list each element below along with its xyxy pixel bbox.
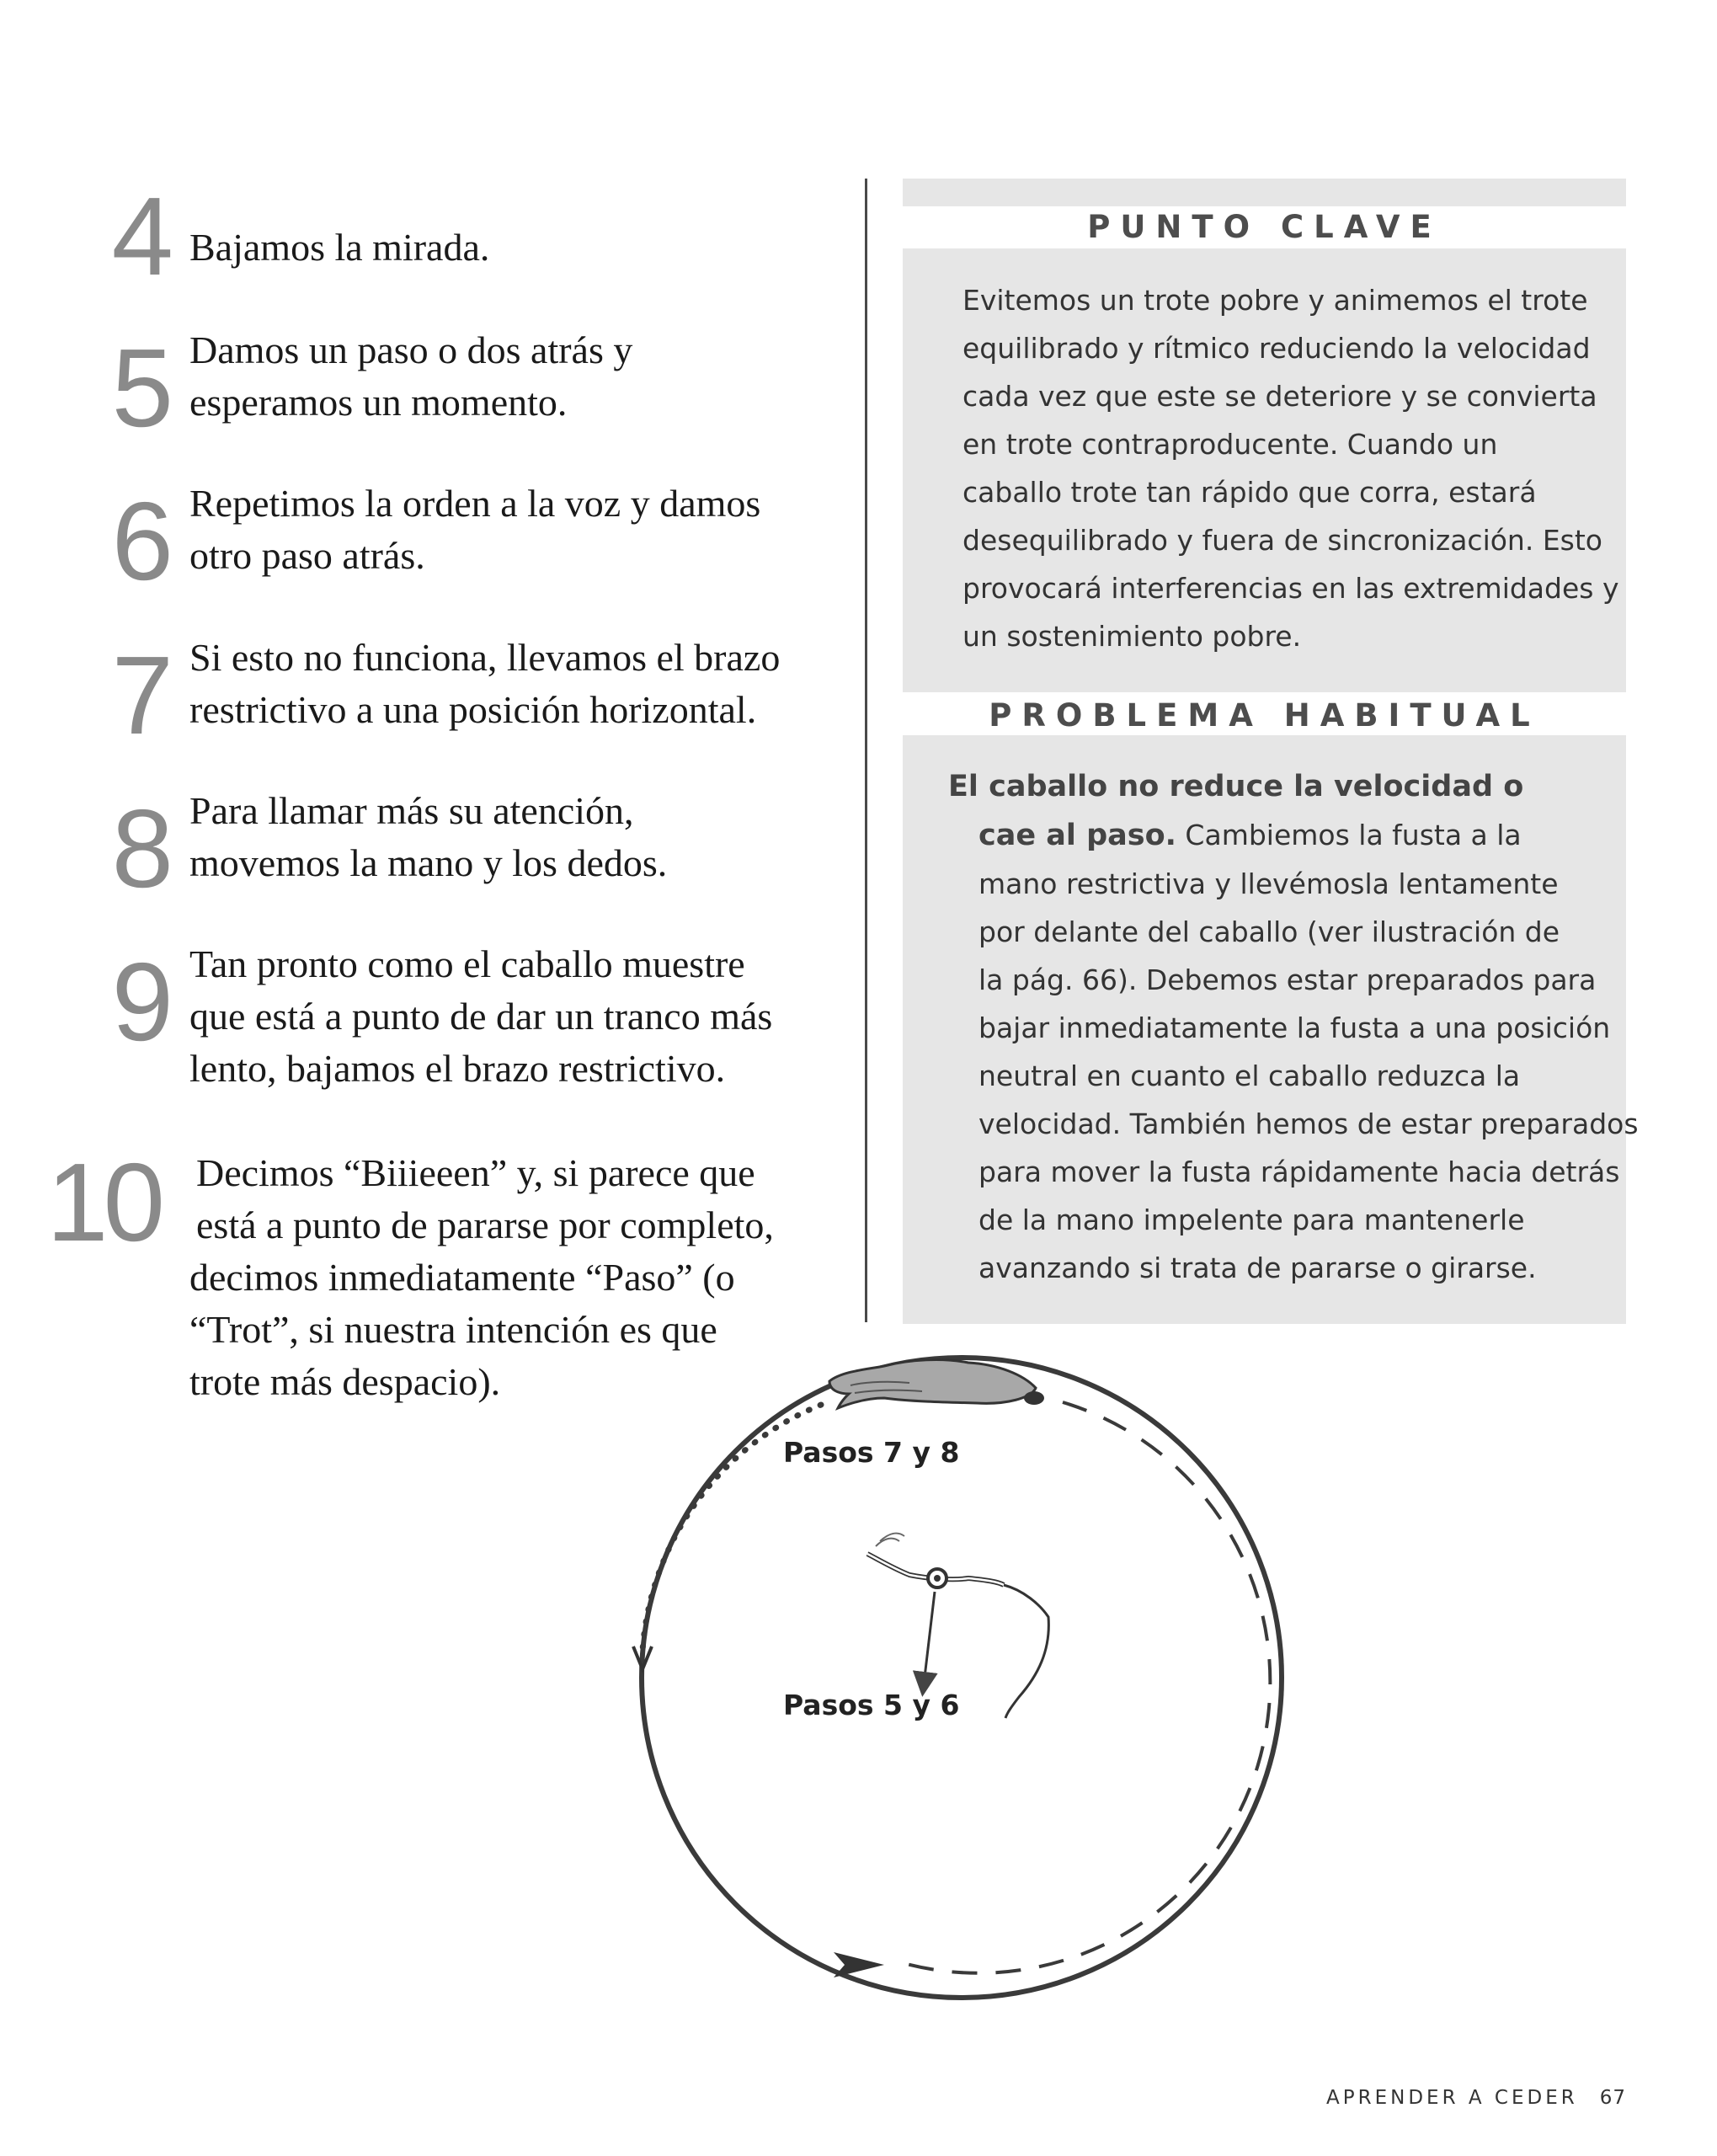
body-line: de la mano impelente para mantenerle xyxy=(978,1203,1525,1236)
body-line: un sostenimiento pobre. xyxy=(962,620,1302,653)
step-line: decimos inmediatamente “Paso” (o xyxy=(189,1256,735,1299)
step-number: 10 xyxy=(46,1140,160,1264)
page-number: 67 xyxy=(1599,2087,1626,2109)
step-line: lento, bajamos el brazo restrictivo. xyxy=(189,1047,726,1090)
body-line: bajar inmediatamente la fusta a una posición xyxy=(978,1011,1611,1044)
body-line: equilibrado y rítmico reduciendo la velocidad xyxy=(962,332,1591,365)
body-line: mano restrictiva y llevémosla lentamente xyxy=(978,867,1559,900)
page-footer xyxy=(1326,2087,1626,2109)
running-title: APRENDER A CEDER xyxy=(1326,2087,1578,2109)
step-line: Si esto no funciona, llevamos el brazo xyxy=(189,636,781,679)
body-line: caballo trote tan rápido que corra, estará xyxy=(962,476,1537,509)
step-line: está a punto de pararse por completo, xyxy=(196,1203,774,1246)
step-line: movemos la mano y los dedos. xyxy=(189,841,668,884)
label-pasos-7-8: Pasos 7 y 8 xyxy=(783,1436,960,1469)
body-line: neutral en cuanto el caballo reduzca la xyxy=(978,1059,1521,1092)
step-number: 6 xyxy=(111,479,168,603)
step-line: Tan pronto como el caballo muestre xyxy=(189,942,745,985)
problem-lead: El caballo no reduce la velocidad o xyxy=(948,770,1524,803)
step-line: Bajamos la mirada. xyxy=(189,226,490,269)
step-number: 8 xyxy=(111,787,168,910)
horse-icon xyxy=(829,1360,1044,1408)
step-line: Damos un paso o dos atrás y xyxy=(189,328,633,371)
body-line: por delante del caballo (ver ilustración de xyxy=(978,915,1560,948)
step-line: Para llamar más su atención, xyxy=(189,789,634,832)
step-number: 5 xyxy=(111,326,168,450)
step-line: esperamos un momento. xyxy=(189,381,568,424)
body-line: desequilibrado y fuera de sincronización. Esto xyxy=(962,524,1602,557)
step-number: 4 xyxy=(111,174,168,298)
step-line: restrictivo a una posición horizontal. xyxy=(189,688,757,731)
body-line: velocidad. También hemos de estar preparados xyxy=(978,1107,1639,1140)
body-line: provocará interferencias en las extremidades y xyxy=(962,572,1619,605)
step-line: Repetimos la orden a la voz y damos xyxy=(189,482,761,525)
step-line: “Trot”, si nuestra intención es que xyxy=(189,1308,717,1351)
label-pasos-5-6: Pasos 5 y 6 xyxy=(783,1689,960,1721)
dashed-track xyxy=(894,1402,1270,1973)
problem-lead-end: cae al paso. xyxy=(978,819,1176,852)
step-number: 9 xyxy=(111,940,168,1064)
body-line: avanzando si trata de pararse o girarse. xyxy=(978,1251,1537,1284)
body-line-rest: Cambiemos la fusta a la xyxy=(1176,819,1522,851)
step-line: trote más despacio). xyxy=(189,1360,501,1403)
direction-arrow xyxy=(924,1592,935,1684)
step-line: Decimos “Biiieeen” y, si parece que xyxy=(196,1151,755,1194)
arena-circle xyxy=(642,1358,1282,1998)
punto-clave-heading: PUNTO CLAVE xyxy=(1087,209,1442,245)
body-line: la pág. 66). Debemos estar preparados para xyxy=(978,963,1597,996)
step-line: otro paso atrás. xyxy=(189,534,425,577)
step-line: que está a punto de dar un tranco más xyxy=(189,995,773,1038)
step-number: 7 xyxy=(111,633,168,757)
body-line: para mover la fusta rápidamente hacia detrás xyxy=(978,1155,1620,1188)
body-line: en trote contraproducente. Cuando un xyxy=(962,428,1498,461)
track-arrow-icon xyxy=(834,1952,884,1977)
problema-habitual-heading: PROBLEMA HABITUAL xyxy=(989,697,1540,734)
body-line: cada vez que este se deteriore y se convierta xyxy=(962,380,1597,413)
body-line: Evitemos un trote pobre y animemos el trote xyxy=(962,284,1588,317)
